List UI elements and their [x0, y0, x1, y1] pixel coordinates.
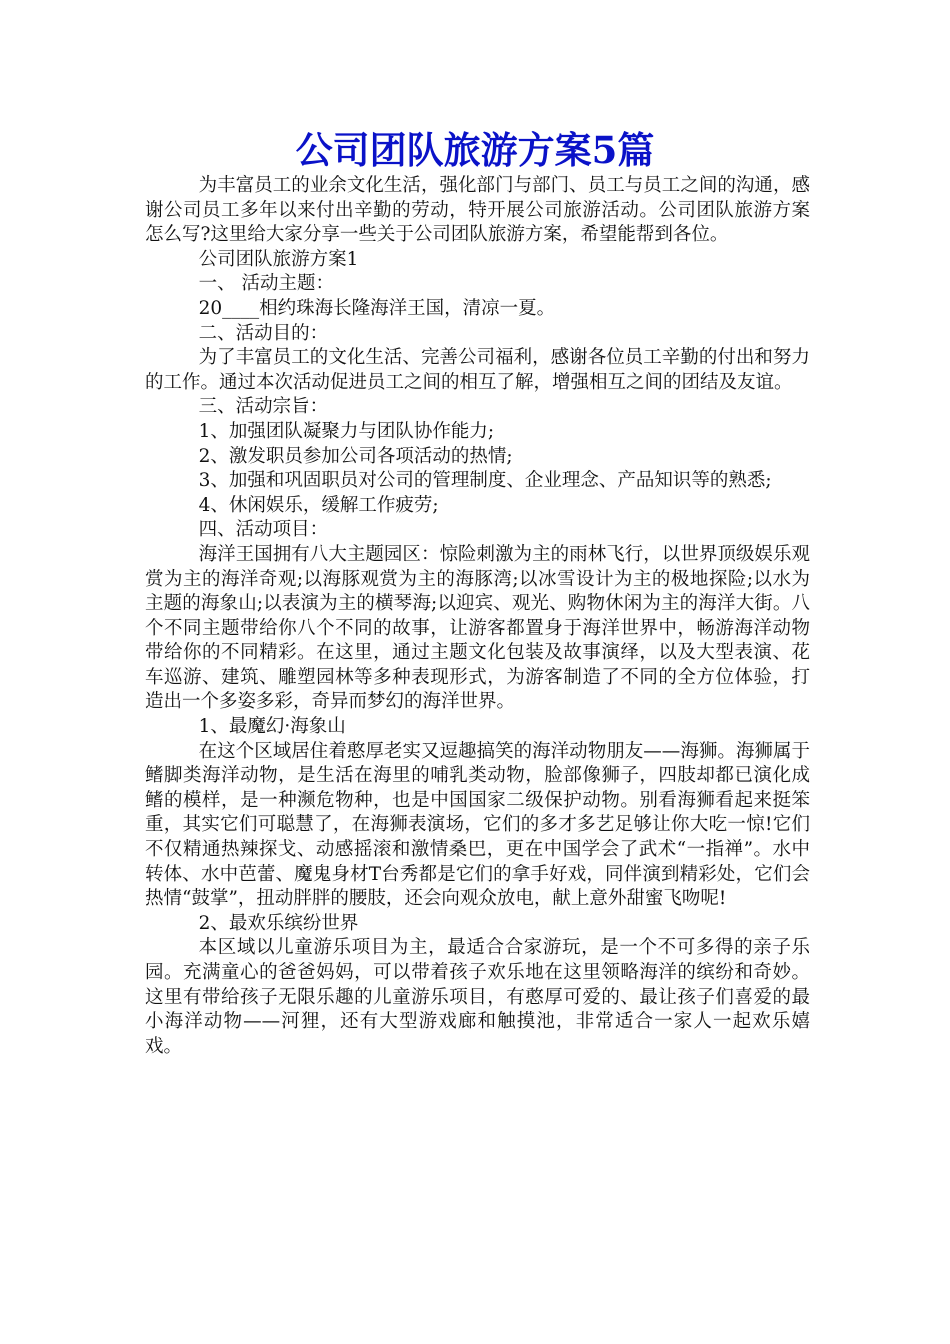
- tenet-item-1: 1、加强团队凝聚力与团队协作能力;: [198, 420, 495, 442]
- subheading-walrus-mountain: 1、最魔幻·海象山: [198, 716, 346, 738]
- tenet-item-3: 3、加强和巩固职员对公司的管理制度、企业理念、产品知识等的熟悉;: [198, 470, 772, 492]
- activity-purpose-text: 为了丰富员工的文化生活、完善公司福利，感谢各位员工辛勤的付出和努力的工作。通过本次活动促进员工之间的相互了解，增强相互之间的团结及友谊。: [145, 347, 810, 393]
- heading-activity-purpose: 二、活动目的：: [198, 322, 329, 344]
- section-heading-plan-1: 公司团队旅游方案1: [198, 248, 359, 270]
- family-park-paragraph: 本区域以儿童游乐项目为主，最适合合家游玩，是一个不可多得的亲子乐园。充满童心的爸爸妈妈，可以带着孩子欢乐地在这里领略海洋的缤纷和奇妙。这里有带给孩子无限乐趣的儿童游乐项目，有憨厚可爱的、最让孩子们喜爱的最小海洋动物——河狸，还有大型游戏廊和触摸池，非常适合一家人一起欢乐嬉戏。: [145, 937, 810, 1057]
- intro-paragraph: 为丰富员工的业余文化生活，强化部门与部门、员工与员工之间的沟通，感谢公司员工多年以来付出辛勤的劳动，特开展公司旅游活动。公司团队旅游方案怎么写?这里给大家分享一些关于公司团队旅游方案，希望能帮到各位。: [145, 175, 810, 246]
- heading-activity-items: 四、活动项目：: [198, 519, 329, 541]
- activity-theme-text: 20____相约珠海长隆海洋王国，清凉一夏。: [198, 297, 556, 319]
- ocean-kingdom-paragraph: 海洋王国拥有八大主题园区：惊险刺激为主的雨林飞行，以世界顶级娱乐观赏为主的海洋奇观;以海豚观赏为主的海豚湾;以冰雪设计为主的极地探险;以水为主题的海象山;以表演为主的横琴海;以迎宾、观光、购物休闲为主的海洋大街。八个不同主题带给你八个不同的故事，让游客都置身于海洋世界中，畅游海洋动物带给你的不同精彩。在这里，通过主题文化包装及故事演绎，以及大型表演、花车巡游、建筑、雕塑园林等多种表现形式，为游客制造了不同的全方位体验，打造出一个多姿多彩，奇异而梦幻的海洋世界。: [145, 543, 810, 713]
- subheading-happy-world: 2、最欢乐缤纷世界: [198, 912, 359, 934]
- document-body: [145, 174, 810, 1059]
- heading-activity-tenet: 三、活动宗旨：: [198, 396, 329, 418]
- sea-lion-paragraph: 在这个区域居住着憨厚老实又逗趣搞笑的海洋动物朋友——海狮。海狮属于鳍脚类海洋动物，是生活在海里的哺乳类动物，脸部像狮子，四肢却都已演化成鳍的模样，是一种濒危物种，也是中国国家二级保护动物。别看海狮看起来挺笨重，其实它们可聪慧了，在海狮表演场，它们的多才多艺足够让你大吃一惊!它们不仅精通热辣探戈、动感摇滚和激情桑巴，更在中国学会了武术“一指禅”。水中转体、水中芭蕾、魔鬼身材T台秀都是它们的拿手好戏，同伴演到精彩处，它们会热情“鼓掌”，扭动胖胖的腰肢，还会向观众放电，献上意外甜蜜飞吻呢!: [145, 740, 810, 910]
- tenet-item-2: 2、激发职员参加公司各项活动的热情;: [198, 445, 513, 467]
- document-title: 公司团队旅游方案5篇: [295, 128, 655, 172]
- tenet-item-4: 4、休闲娱乐，缓解工作疲劳;: [198, 494, 439, 516]
- heading-activity-theme: 一、 活动主题：: [198, 273, 335, 295]
